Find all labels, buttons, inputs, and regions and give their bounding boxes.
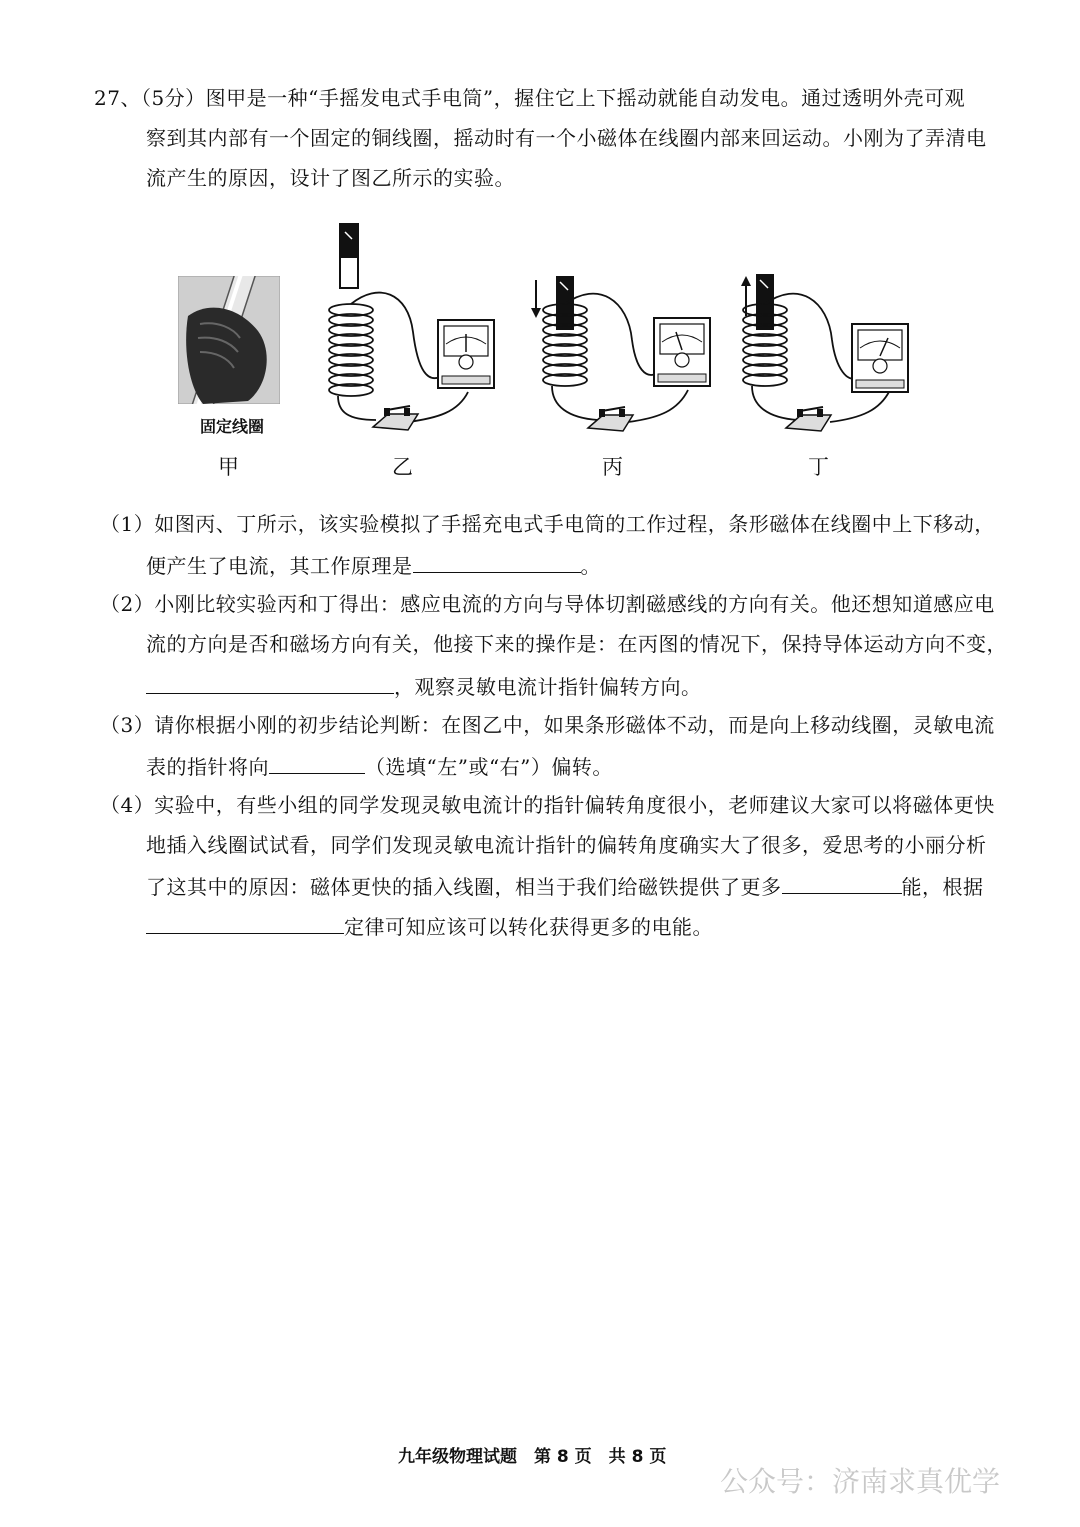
part-4-text-c: 定律可知应该可以转化获得更多的电能。 — [344, 915, 713, 939]
part-1-line-2 — [146, 550, 601, 580]
figure-label-bing: 丙 — [602, 455, 623, 479]
part-4-line-2: 地插入线圈试试看，同学们发现灵敏电流计指针的偏转角度确实大了很多，爱思考的小丽分析 — [146, 833, 987, 857]
part-3-line-1: （3）请你根据小刚的初步结论判断：在图乙中，如果条形磁体不动，而是向上移动线圈，灵敏电流 — [100, 713, 995, 737]
question-intro-line-3: 流产生的原因，设计了图乙所示的实验。 — [146, 166, 515, 190]
photo-caption: 固定线圈 — [200, 417, 265, 436]
part-1-line-1: （1）如图丙、丁所示，该实验模拟了手摇充电式手电筒的工作过程，条形磁体在线圈中上下移动， — [100, 512, 995, 536]
experiment-diagram-ding — [738, 270, 928, 442]
part-4-text-b: 能，根据 — [901, 875, 984, 899]
part-4-line-3 — [146, 871, 984, 901]
figure-label-ding: 丁 — [808, 455, 829, 479]
part-3-text-a: 表的指针将向 — [146, 755, 269, 779]
part-2-text-b: ，观察灵敏电流计指针偏转方向。 — [394, 675, 702, 699]
part-4-line-4 — [146, 911, 713, 941]
experiment-diagram-bing — [528, 270, 718, 442]
question-intro-line-2: 察到其内部有一个固定的铜线圈，摇动时有一个小磁体在线圈内部来回运动。小刚为了弄清电 — [146, 126, 987, 150]
part-3-text-b: （选填“左”或“右”）偏转。 — [365, 755, 613, 779]
flashlight-photo — [178, 276, 280, 404]
part-4-text-a: 了这其中的原因：磁体更快的插入线圈，相当于我们给磁铁提供了更多 — [146, 875, 782, 899]
answer-blank-4[interactable] — [782, 871, 902, 894]
experiment-diagram-yi — [318, 222, 498, 442]
answer-blank-1[interactable] — [413, 550, 581, 573]
part-2-line-3 — [146, 671, 702, 701]
figure-label-jia: 甲 — [218, 455, 239, 479]
part-1-text-a: 便产生了电流，其工作原理是 — [146, 554, 413, 578]
answer-blank-2[interactable] — [146, 671, 394, 694]
part-2-line-1: （2）小刚比较实验丙和丁得出：感应电流的方向与导体切割磁感线的方向有关。他还想知道感应电 — [100, 592, 995, 616]
page-footer: 九年级物理试题 第 8 页 共 8 页 — [398, 1447, 667, 1467]
watermark: 公众号：济南求真优学 — [720, 1465, 1001, 1498]
figure-label-yi: 乙 — [392, 455, 413, 479]
part-1-text-b: 。 — [580, 554, 601, 578]
part-4-line-1: （4）实验中，有些小组的同学发现灵敏电流计的指针偏转角度很小，老师建议大家可以将磁体更快 — [100, 793, 995, 817]
answer-blank-3[interactable] — [269, 751, 365, 774]
part-2-line-2: 流的方向是否和磁场方向有关，他接下来的操作是：在丙图的情况下，保持导体运动方向不变， — [146, 632, 1007, 656]
question-intro-line-1: 27、（5分）图甲是一种“手摇发电式手电筒”，握住它上下摇动就能自动发电。通过透明外壳可观 — [94, 86, 966, 110]
answer-blank-5[interactable] — [146, 911, 344, 934]
part-3-line-2 — [146, 751, 613, 781]
